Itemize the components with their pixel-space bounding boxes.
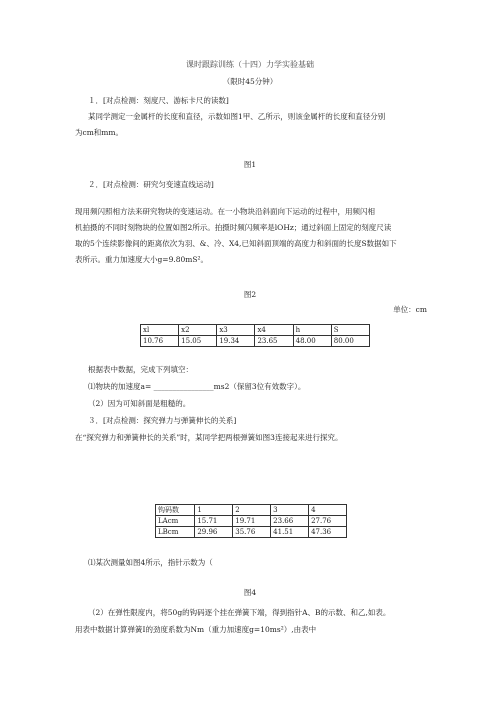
- table-header-cell: 3: [271, 505, 309, 516]
- table-cell: 27.76: [309, 516, 347, 527]
- table-cell: 47.36: [309, 527, 347, 538]
- table-cell: 19.34: [217, 336, 255, 347]
- q2-text-line: 表所示。重力加速度大小g=9.80mS²。: [75, 255, 209, 264]
- q3-text-line: 用表中数据计算弹簧I的劲度系数为Nm（重力加速度g=10ms²）,由表中: [75, 625, 317, 634]
- table-cell: 48.00: [293, 336, 331, 347]
- table-cell: 23.65: [255, 336, 293, 347]
- q2-subquestion: ⑴物块的加速度a= ________________ms2（保留3位有效数字）。: [88, 382, 306, 391]
- table-cell: 41.51: [271, 527, 309, 538]
- table-header-cell: 1: [195, 505, 233, 516]
- q3-subquestion: ⑴某次测量如图4所示，指针示数为（: [88, 558, 213, 567]
- table-cell: 19.71: [233, 516, 271, 527]
- spring-table: [155, 504, 347, 538]
- table-cell: 29.96: [195, 527, 233, 538]
- table-header-cell: x4: [255, 325, 293, 336]
- time-limit: （限时45分钟）: [222, 77, 278, 86]
- table-cell: 80.00: [331, 336, 369, 347]
- q1-header: １．[对点检测：刻度尺、游标卡尺的读数]: [88, 96, 229, 105]
- table-cell: 35.76: [233, 527, 271, 538]
- table-cell: LBcm: [156, 527, 195, 538]
- q2-instruction: 根据表中数据，完成下列填空：: [88, 365, 193, 374]
- table-header-cell: 钩码数: [156, 505, 195, 516]
- table-header-cell: S: [331, 325, 369, 336]
- q2-subquestion: （2）因为可知斜面是粗糙的。: [88, 399, 191, 408]
- table-header-cell: x2: [179, 325, 217, 336]
- figure-caption: 图4: [243, 588, 257, 597]
- figure-caption: 图2: [243, 290, 257, 299]
- q3-text-line: 在“探究弹力和弹簧伸长的关系”时，某同学把两根弹簧如图3连接起来进行探究。: [75, 433, 343, 442]
- table-row: [141, 325, 370, 336]
- q2-text-line: 机拍摄的不同时刻物块的位置如图2所示。拍摄时频闪频率是lOHz；通过斜面上固定的刻度尺读: [75, 223, 392, 232]
- document-title: 课时跟踪训练（十四）力学实验基础: [186, 60, 314, 69]
- table-header-cell: h: [293, 325, 331, 336]
- unit-label: 单位：cm: [393, 305, 427, 314]
- q2-text-line: 取的5个连续影像间的距离依次为羽、&、冷、X4,已知斜面顶端的高度力和斜面的长度S数据如下: [75, 239, 397, 248]
- table-row: [141, 336, 370, 347]
- table-row: [156, 516, 347, 527]
- q2-header: ２．[对点检测：研究匀变速直线运动]: [88, 180, 214, 189]
- q2-text-line: 现用频闪照相方法来研究物块的变速运动。在一小物块沿斜面向下运动的过程中，用频闪相: [75, 207, 375, 216]
- q3-subquestion: （2）在弹性限度内，将50g的钩码逐个挂在弹簧下端，得到指针A、B的示数、和乙,如表。: [88, 608, 391, 617]
- table-cell: 15.71: [195, 516, 233, 527]
- table-header-cell: 2: [233, 505, 271, 516]
- distance-table: [140, 324, 370, 347]
- table-row: [156, 527, 347, 538]
- table-header-cell: 4: [309, 505, 347, 516]
- table-cell: LAcm: [156, 516, 195, 527]
- table-cell: 23.66: [271, 516, 309, 527]
- q1-text-line: 某同学测定一金属杆的长度和直径，示数如图1甲、乙所示，则该金属杆的长度和直径分别: [88, 112, 386, 121]
- q3-header: ３．[对点检测：探究弹力与弹簧伸长的关系]: [88, 416, 237, 425]
- figure-caption: 图1: [243, 160, 257, 169]
- table-cell: 10.76: [141, 336, 179, 347]
- table-row: [156, 505, 347, 516]
- table-header-cell: x3: [217, 325, 255, 336]
- table-header-cell: xl: [141, 325, 179, 336]
- table-cell: 15.05: [179, 336, 217, 347]
- q1-text-line: 为cm和mm。: [75, 128, 124, 137]
